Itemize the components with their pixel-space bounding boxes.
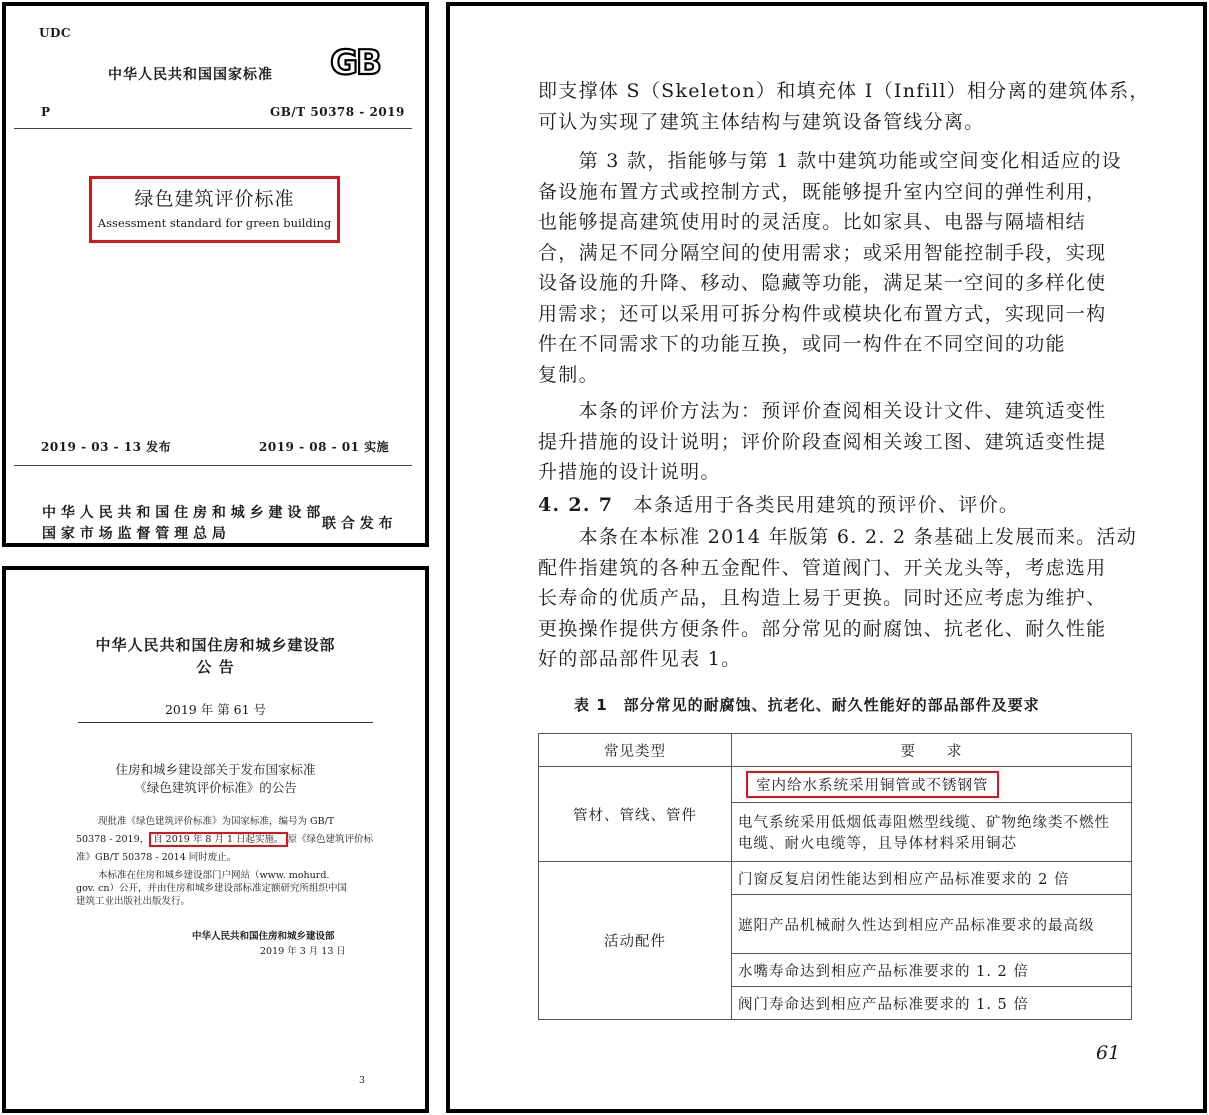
clause-text: 本条适用于各类民用建筑的预评价、评价。 (613, 494, 1020, 516)
notice-body-line: 现批准《绿色建筑评价标准》为国家标准，编号为 GB/T (98, 816, 335, 827)
notice-number: 2019 年 第 61 号 (164, 702, 267, 717)
clause-number: 4. 2. 7 (538, 494, 614, 516)
requirement-cell: 遮阳产品机械耐久性达到相应产品标准要求的最高级 (732, 895, 1132, 954)
national-standard-label: 中华人民共和国国家标准 (108, 67, 273, 83)
group-pipes: 管材、管线、管件 (539, 767, 732, 862)
signature-department: 中华人民共和国住房和城乡建设部 (192, 931, 335, 942)
requirements-table (538, 733, 1132, 1020)
notice-department: 中华人民共和国住房和城乡建设部 (95, 636, 336, 654)
issue-date: 2019 - 03 - 13 发布 (41, 440, 172, 454)
table-title: 表 1 部分常见的耐腐蚀、抗老化、耐久性能好的部品部件及要求 (574, 696, 1040, 714)
joint-issue-label: 联 合 发 布 (322, 516, 393, 532)
standard-number: GB/T 50378 - 2019 (270, 105, 405, 119)
gb-logo (319, 43, 391, 81)
paragraph-4: 本条在本标准 2014 年版第 6. 2. 2 条基础上发展而来。活动 配件指建筑的各种五金配件、管道阀门、开关龙头等，考虑选用 长寿命的优质产品，且构造上易于更换。同时还应考虑为维护、 更换操作提供方便条件。部分常见的耐腐蚀、抗老化、耐久性能 好的部品部件见表 1。 (538, 526, 1138, 670)
clause-4-2-7 (538, 490, 1019, 521)
paragraph-2: 第 3 款，指能够与第 1 款中建筑功能或空间变化相适应的设 备设施布置方式或控制方式，既能够提升室内空间的弹性利用， 也能够提高建筑使用时的灵活度。比如家具、电器与隔墙相结 合，满足不同分隔空间的使用需求；或采用智能控制手段，实现 设备设施的升降、移动、隐藏等功能，满足某一空间的多样化使 用需求；还可以采用可拆分构件或模块化布置方式，实现同一构 件在不同需求下的功能互换，或同一构件在不同空间的功能 复制。 (538, 150, 1122, 386)
requirement-cell: 门窗反复启闭性能达到相应产品标准要求的 2 倍 (732, 862, 1132, 895)
notice-page-number: 3 (359, 1075, 366, 1086)
title-en: Assessment standard for green building (97, 216, 332, 230)
divider (78, 722, 373, 723)
notice-subject-line1: 住房和城乡建设部关于发布国家标准 (115, 762, 316, 777)
ministry-notice (2, 566, 429, 1113)
notice-standard-number: 50378 - 2019， (76, 834, 150, 845)
notice-body-line: 建筑工业出版社出版发行。 (76, 896, 191, 907)
divider (14, 465, 412, 466)
header-requirement: 要 求 (732, 734, 1132, 767)
requirement-cell: 电气系统采用低烟低毒阻燃型线缆、矿物绝缘类不燃性电缆、耐火电缆等，且导体材料采用铜芯 (732, 803, 1132, 862)
udc-label: UDC (39, 26, 71, 40)
issuer-samr: 国 家 市 场 监 督 管 理 总 局 (42, 526, 226, 542)
page-number: 61 (1096, 1042, 1121, 1064)
signature-date: 2019 年 3 月 13 日 (260, 946, 346, 957)
gb-logo-text: GB (330, 43, 380, 81)
notice-body-line: 准》GB/T 50378 - 2014 同时废止。 (76, 852, 237, 863)
standard-commentary-page (446, 2, 1207, 1113)
notice-type: 公 告 (196, 658, 235, 676)
highlighted-requirement: 室内给水系统采用铜管或不锈钢管 (746, 771, 999, 798)
standard-cover (2, 2, 429, 547)
notice-subject-line2: 《绿色建筑评价标准》的公告 (134, 780, 297, 795)
requirement-cell: 阀门寿命达到相应产品标准要求的 1. 5 倍 (732, 987, 1132, 1020)
requirement-cell: 水嘴寿命达到相应产品标准要求的 1. 2 倍 (732, 954, 1132, 987)
notice-body-line: 本标准在住房和城乡建设部门户网站（www. mohurd. (98, 870, 330, 881)
notice-body-line: gov. cn）公开，并由住房和城乡建设部标准定额研究所组织中国 (76, 883, 348, 894)
implementation-date: 2019 - 08 - 01 实施 (259, 440, 390, 454)
effective-date-highlight: 自 2019 年 8 月 1 日起实施。 (149, 832, 287, 847)
table-row (539, 767, 1132, 803)
issuer-ministry: 中 华 人 民 共 和 国 住 房 和 城 乡 建 设 部 (42, 505, 321, 521)
notice-body-line (76, 833, 373, 847)
divider (14, 128, 412, 129)
table-row (539, 862, 1132, 895)
group-fittings: 活动配件 (539, 862, 732, 1020)
paragraph-3: 本条的评价方法为：预评价查阅相关设计文件、建筑适变性 提升措施的设计说明；评价阶段查阅相关竣工图、建筑适变性提 升措施的设计说明。 (538, 400, 1107, 483)
title-cn: 绿色建筑评价标准 (134, 188, 295, 210)
paragraph-1: 即支撑体 S（Skeleton）和填充体 I（Infill）相分离的建筑体系， 可认为实现了建筑主体结构与建筑设备管线分离。 (538, 80, 1150, 133)
category-letter: P (41, 105, 51, 119)
table-header-row (539, 734, 1132, 767)
header-type: 常见类型 (539, 734, 732, 767)
notice-body-text: 原《绿色建筑评价标 (287, 834, 374, 845)
